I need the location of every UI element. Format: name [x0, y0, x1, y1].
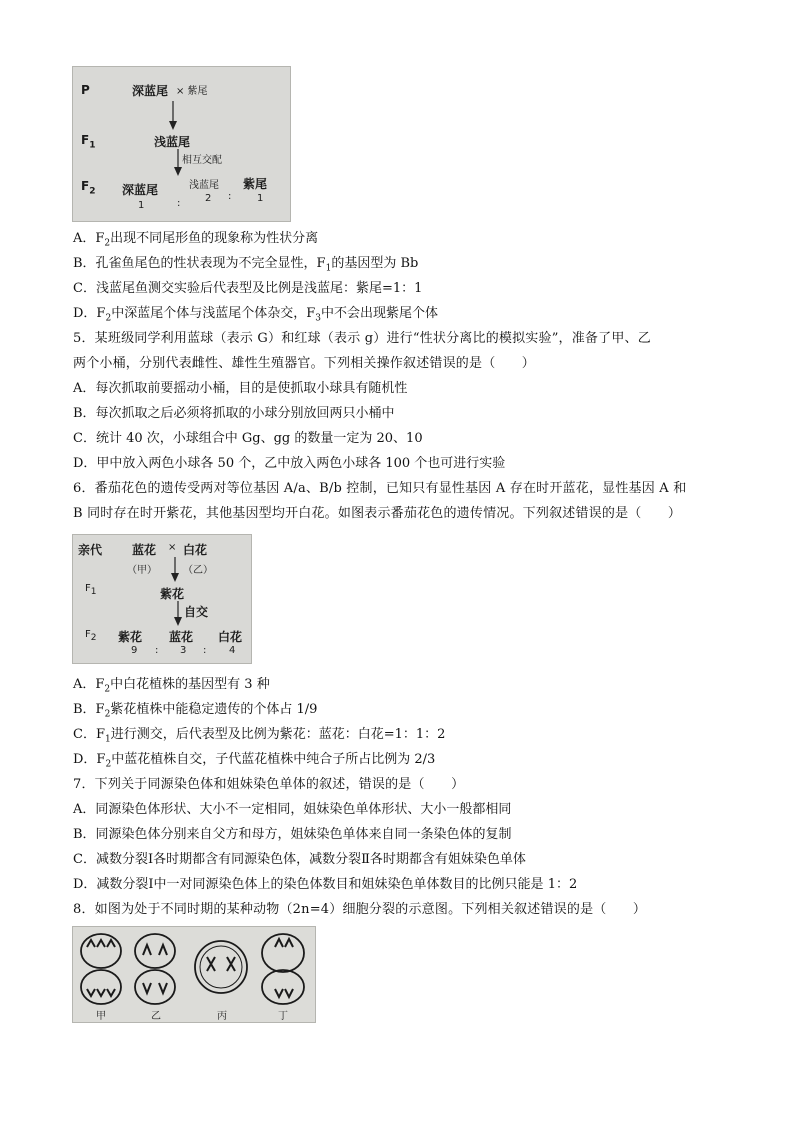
q4-option-a: A．$F_2$出现不同尾形鱼的现象称为性状分离 — [73, 231, 319, 249]
cell-ding-label: 丁 — [278, 1011, 288, 1022]
f1-light-blue-tail: 浅蓝尾 — [154, 135, 191, 149]
tail-color-cross-diagram — [72, 66, 291, 222]
arrow-down-icon — [168, 101, 178, 131]
f2-deep-blue-tail: 深蓝尾 — [122, 183, 159, 197]
arrow-down-icon — [170, 557, 180, 583]
f2-generation-label: $F_2$ — [85, 629, 97, 643]
q6-option-d: D．$F_2$中蓝花植株自交，子代蓝花植株中纯合子所占比例为 2/3 — [73, 752, 436, 770]
cell-bing-graphic — [195, 941, 247, 993]
ratio-purple: 9 — [131, 645, 138, 656]
ratio-deep-blue: 1 — [138, 200, 145, 211]
parent-jia-label: （甲） — [127, 565, 157, 576]
q7-stem: 7．下列关于同源染色体和姐妹染色单体的叙述，错误的是（ ） — [73, 777, 465, 792]
parent-blue-flower: 蓝花 — [132, 543, 157, 557]
q6-option-a: A．$F_2$中白花植株的基因型有 3 种 — [73, 677, 270, 695]
q7-option-a: A．同源染色体形状、大小不一定相同，姐妹染色单体形状、大小一般都相同 — [73, 802, 512, 817]
q5-option-a: A．每次抓取前要摇动小桶，目的是使抓取小球具有随机性 — [73, 381, 408, 396]
arrow-down-icon — [173, 601, 183, 627]
ratio-white: 4 — [229, 645, 236, 656]
ratio-colon: : — [203, 645, 207, 656]
f2-generation-label: $F_2$ — [81, 179, 96, 197]
selfing-label: 自交 — [184, 605, 209, 619]
q6-option-c: C．$F_1$进行测交，后代表型及比例为紫花：蓝花：白花=1：1：2 — [73, 727, 446, 745]
q4-option-c: C．浅蓝尾鱼测交实验后代表型及比例是浅蓝尾：紫尾=1：1 — [73, 281, 423, 296]
q4-option-d: D．$F_2$中深蓝尾个体与浅蓝尾个体杂交，$F_3$中不会出现紫尾个体 — [73, 306, 438, 324]
f1-purple-flower: 紫花 — [160, 587, 185, 601]
q5-option-b: B．每次抓取之后必须将抓取的小球分别放回两只小桶中 — [73, 406, 395, 421]
flower-color-cross-diagram — [72, 534, 252, 664]
q7-option-d: D．减数分裂Ⅰ中一对同源染色体上的染色体数目和姐妹染色单体数目的比例只能是 1：2 — [73, 877, 578, 892]
cell-division-diagram — [72, 926, 316, 1023]
q7-option-b: B．同源染色体分别来自父方和母方，姐妹染色单体来自同一条染色体的复制 — [73, 827, 512, 842]
f2-purple-tail: 紫尾 — [243, 177, 268, 191]
ratio-colon: : — [228, 191, 232, 202]
cross-symbol: × — [168, 542, 177, 553]
q8-stem: 8．如图为处于不同时期的某种动物（2n=4）细胞分裂的示意图。下列相关叙述错误的是（ ） — [73, 902, 647, 917]
cell-jia-graphic — [81, 934, 121, 1004]
ratio-light-blue: 2 — [205, 193, 212, 204]
parent-yi-label: （乙） — [183, 565, 213, 576]
ratio-colon: : — [177, 198, 181, 209]
ratio-purple: 1 — [257, 193, 264, 204]
p-generation-label: P — [81, 83, 90, 97]
q4-option-b: B．孔雀鱼尾色的性状表现为不完全显性，$F_1$的基因型为 Bb — [73, 256, 419, 274]
f2-white-flower: 白花 — [218, 630, 243, 644]
q6-stem-line2: B 同时存在时开紫花，其他基因型均开白花。如图表示番茄花色的遗传情况。下列叙述错误的是（ ） — [73, 506, 682, 521]
inter-mating-label: 相互交配 — [182, 155, 222, 166]
cell-yi-graphic — [135, 934, 175, 1004]
q5-option-c: C．统计 40 次，小球组合中 Gg、gg 的数量一定为 20、10 — [73, 431, 423, 446]
f2-blue-flower: 蓝花 — [169, 630, 194, 644]
cell-jia-label: 甲 — [96, 1011, 106, 1022]
q5-stem-line2: 两个小桶，分别代表雌性、雄性生殖器官。下列相关操作叙述错误的是（ ） — [73, 356, 536, 371]
cell-yi-label: 乙 — [151, 1011, 161, 1022]
f1-generation-label: $F_1$ — [85, 583, 97, 597]
cell-bing-label: 丙 — [217, 1011, 227, 1022]
q6-option-b: B．$F_2$紫花植株中能稳定遗传的个体占 1/9 — [73, 702, 318, 720]
parent-deep-blue-tail: 深蓝尾 — [132, 84, 169, 98]
f2-light-blue-tail: 浅蓝尾 — [189, 180, 219, 191]
cell-ding-graphic — [262, 934, 304, 1004]
parent-cross-purple-tail: × 紫尾 — [176, 86, 208, 97]
parent-generation-label: 亲代 — [78, 543, 103, 557]
ratio-colon: : — [155, 645, 159, 656]
parent-white-flower: 白花 — [183, 543, 208, 557]
f2-purple-flower: 紫花 — [118, 630, 143, 644]
q6-stem-line1: 6．番茄花色的遗传受两对等位基因 A/a、B/b 控制，已知只有显性基因 A 存在时开蓝花，显性基因 A 和 — [73, 481, 687, 496]
ratio-blue: 3 — [180, 645, 187, 656]
f1-generation-label: $F_1$ — [81, 133, 96, 151]
q5-stem-line1: 5．某班级同学利用蓝球（表示 G）和红球（表示 g）进行“性状分离比的模拟实验”，准备了甲、乙 — [73, 331, 651, 346]
q7-option-c: C．减数分裂Ⅰ各时期都含有同源染色体，减数分裂Ⅱ各时期都含有姐妹染色单体 — [73, 852, 526, 867]
q5-option-d: D．甲中放入两色小球各 50 个，乙中放入两色小球各 100 个也可进行实验 — [73, 456, 506, 471]
